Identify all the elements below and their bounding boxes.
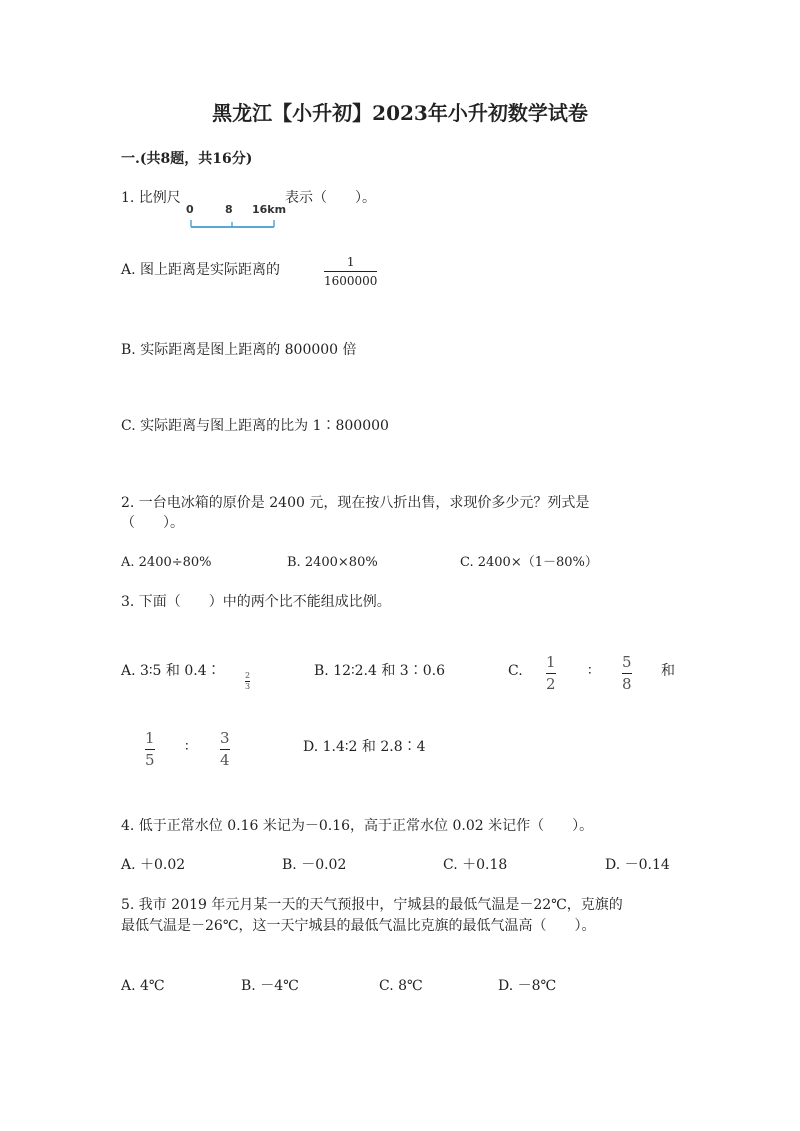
fraction-denominator: 1600000 [324, 274, 378, 288]
q3-option-c-label: C. [508, 663, 523, 679]
q1-option-a-fraction [324, 256, 377, 287]
q1-stem-suffix: 表示（ ）。 [285, 190, 376, 206]
q1-option-a: A. 图上距离是实际距离的 [121, 262, 281, 278]
q4-option-a: A. ＋0.02 [121, 857, 186, 873]
scale-bar-figure [184, 203, 287, 233]
scale-label-0: 0 [186, 203, 194, 216]
q2-stem-line2: （ ）。 [121, 515, 184, 531]
q2-option-b: B. 2400×80% [287, 555, 378, 570]
q3-option-c-colon-1: ∶ [588, 663, 592, 679]
q1-option-b: B. 实际距离是图上距离的 800000 倍 [121, 342, 357, 358]
q3-option-c-fraction-1: 1 2 [546, 653, 556, 693]
q4-stem: 4. 低于正常水位 0.16 米记为－0.16，高于正常水位 0.02 米记作（ ）。 [121, 818, 594, 834]
q3-option-d: D. 1.4∶2 和 2.8∶4 [303, 739, 426, 755]
q3-option-c-fraction-3: 1 5 [145, 729, 155, 769]
q4-option-b: B. －0.02 [282, 857, 347, 873]
q3-option-a-fraction: 2 3 [245, 671, 251, 691]
q3-stem: 3. 下面（ ）中的两个比不能组成比例。 [121, 594, 391, 610]
q3-option-c-colon-2: ∶ [185, 739, 189, 755]
q5-option-c: C. 8℃ [379, 978, 423, 994]
q2-option-a: A. 2400÷80% [121, 555, 212, 570]
q5-option-d: D. －8℃ [498, 978, 557, 994]
q5-option-b: B. －4℃ [241, 978, 299, 994]
q2-option-c: C. 2400×（1－80%） [460, 555, 598, 570]
scale-label-8: 8 [225, 203, 233, 216]
section-header: 一.(共8题，共16分) [121, 151, 253, 167]
q3-option-c-and: 和 [661, 663, 675, 679]
fraction-numerator: 1 [346, 255, 355, 269]
q4-option-d: D. －0.14 [605, 857, 670, 873]
q5-option-a: A. 4℃ [121, 978, 165, 994]
q3-option-b: B. 12∶2.4 和 3∶0.6 [314, 663, 445, 679]
q3-option-c-fraction-4: 3 4 [220, 729, 230, 769]
q4-option-c: C. ＋0.18 [443, 857, 508, 873]
q5-stem-line1: 5. 我市 2019 年元月某一天的天气预报中，宁城县的最低气温是－22℃，克旗的 [121, 897, 623, 913]
q3-option-c-fraction-2: 5 8 [622, 653, 632, 693]
q1-stem-prefix: 1. 比例尺 [121, 190, 181, 206]
scale-label-16km: 16km [252, 203, 287, 216]
q2-stem-line1: 2. 一台电冰箱的原价是 2400 元，现在按八折出售，求现价多少元？列式是 [121, 495, 590, 511]
q1-option-c: C. 实际距离与图上距离的比为 1∶800000 [121, 418, 389, 434]
scale-ruler-icon [184, 217, 284, 231]
q3-option-a: A. 3∶5 和 0.4∶ [121, 663, 221, 679]
exam-title: 黑龙江【小升初】2023年小升初数学试卷 [212, 101, 588, 125]
q5-stem-line2: 最低气温是－26℃，这一天宁城县的最低气温比克旗的最低气温高（ ）。 [121, 918, 596, 934]
